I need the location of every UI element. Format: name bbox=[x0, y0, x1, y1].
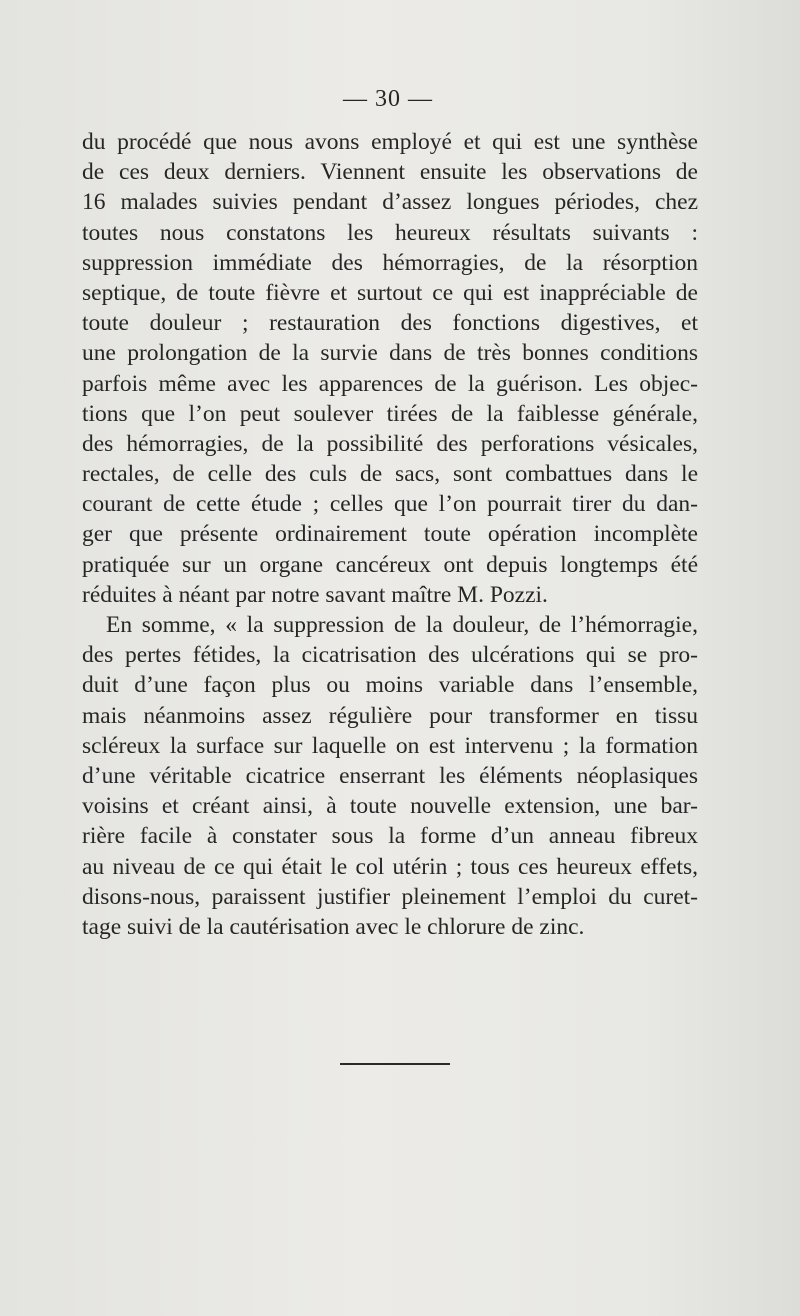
paragraph-2 bbox=[82, 610, 698, 942]
text-line: du procédé que nous avons employé et qui est une synthèse bbox=[82, 129, 698, 155]
text-line: disons-nous, paraissent justifier pleinement l’emploi du curet- bbox=[82, 883, 698, 910]
text-line: parfois même avec les apparences de la guérison. Les objec- bbox=[82, 370, 698, 397]
text-line: tions que l’on peut soulever tirées de la faiblesse générale, bbox=[82, 400, 698, 427]
text-line: réduites à néant par notre savant maître M. Pozzi. bbox=[82, 581, 548, 608]
text-line: rière facile à constater sous la forme d’un anneau fibreux bbox=[82, 823, 698, 850]
text-line: rectales, de celle des culs de sacs, sont combattues dans le bbox=[82, 461, 698, 488]
text-line: pratiquée sur un organe cancéreux ont depuis longtemps été bbox=[82, 551, 698, 578]
text-line: d’une véritable cicatrice enserrant les éléments néoplasiques bbox=[82, 762, 698, 789]
text-line: suppression immédiate des hémorragies, de la résorption bbox=[82, 249, 698, 276]
text-line: au niveau de ce qui était le col utérin ; tous ces heureux effets, bbox=[82, 853, 698, 880]
text-line: toute douleur ; restauration des fonctions digestives, et bbox=[82, 310, 698, 337]
text-line: toutes nous constatons les heureux résultats suivants : bbox=[82, 219, 698, 246]
text-line: une prolongation de la survie dans de très bonnes conditions bbox=[82, 340, 698, 367]
text-line: tage suivi de la cautérisation avec le chlorure de zinc. bbox=[82, 913, 585, 940]
text-line: 16 malades suivies pendant d’assez longues périodes, chez bbox=[82, 189, 698, 216]
text-line: scléreux la surface sur laquelle on est intervenu ; la formation bbox=[82, 732, 698, 759]
text-line: des pertes fétides, la cicatrisation des ulcérations qui se pro- bbox=[82, 642, 698, 669]
text-line: duit d’une façon plus ou moins variable dans l’ensemble, bbox=[82, 672, 698, 699]
text-line: mais néanmoins assez régulière pour transformer en tissu bbox=[82, 702, 698, 729]
text-line: courant de cette étude ; celles que l’on pourrait tirer du dan- bbox=[82, 491, 698, 518]
text-line: de ces deux derniers. Viennent ensuite les observations de bbox=[82, 159, 698, 186]
paragraph-1 bbox=[82, 127, 698, 610]
text-line: des hémorragies, de la possibilité des perforations vésicales, bbox=[82, 430, 698, 457]
page-number: — 30 — bbox=[343, 86, 433, 112]
text-line: voisins et créant ainsi, à toute nouvelle extension, une bar- bbox=[82, 793, 698, 820]
text-line: ger que présente ordinairement toute opération incomplète bbox=[82, 521, 698, 548]
end-rule bbox=[340, 1063, 450, 1065]
text-line: En somme, « la suppression de la douleur, de l’hémorragie, bbox=[106, 612, 698, 638]
text-line: septique, de toute fièvre et surtout ce qui est inappréciable de bbox=[82, 279, 698, 306]
body-text bbox=[82, 127, 698, 942]
